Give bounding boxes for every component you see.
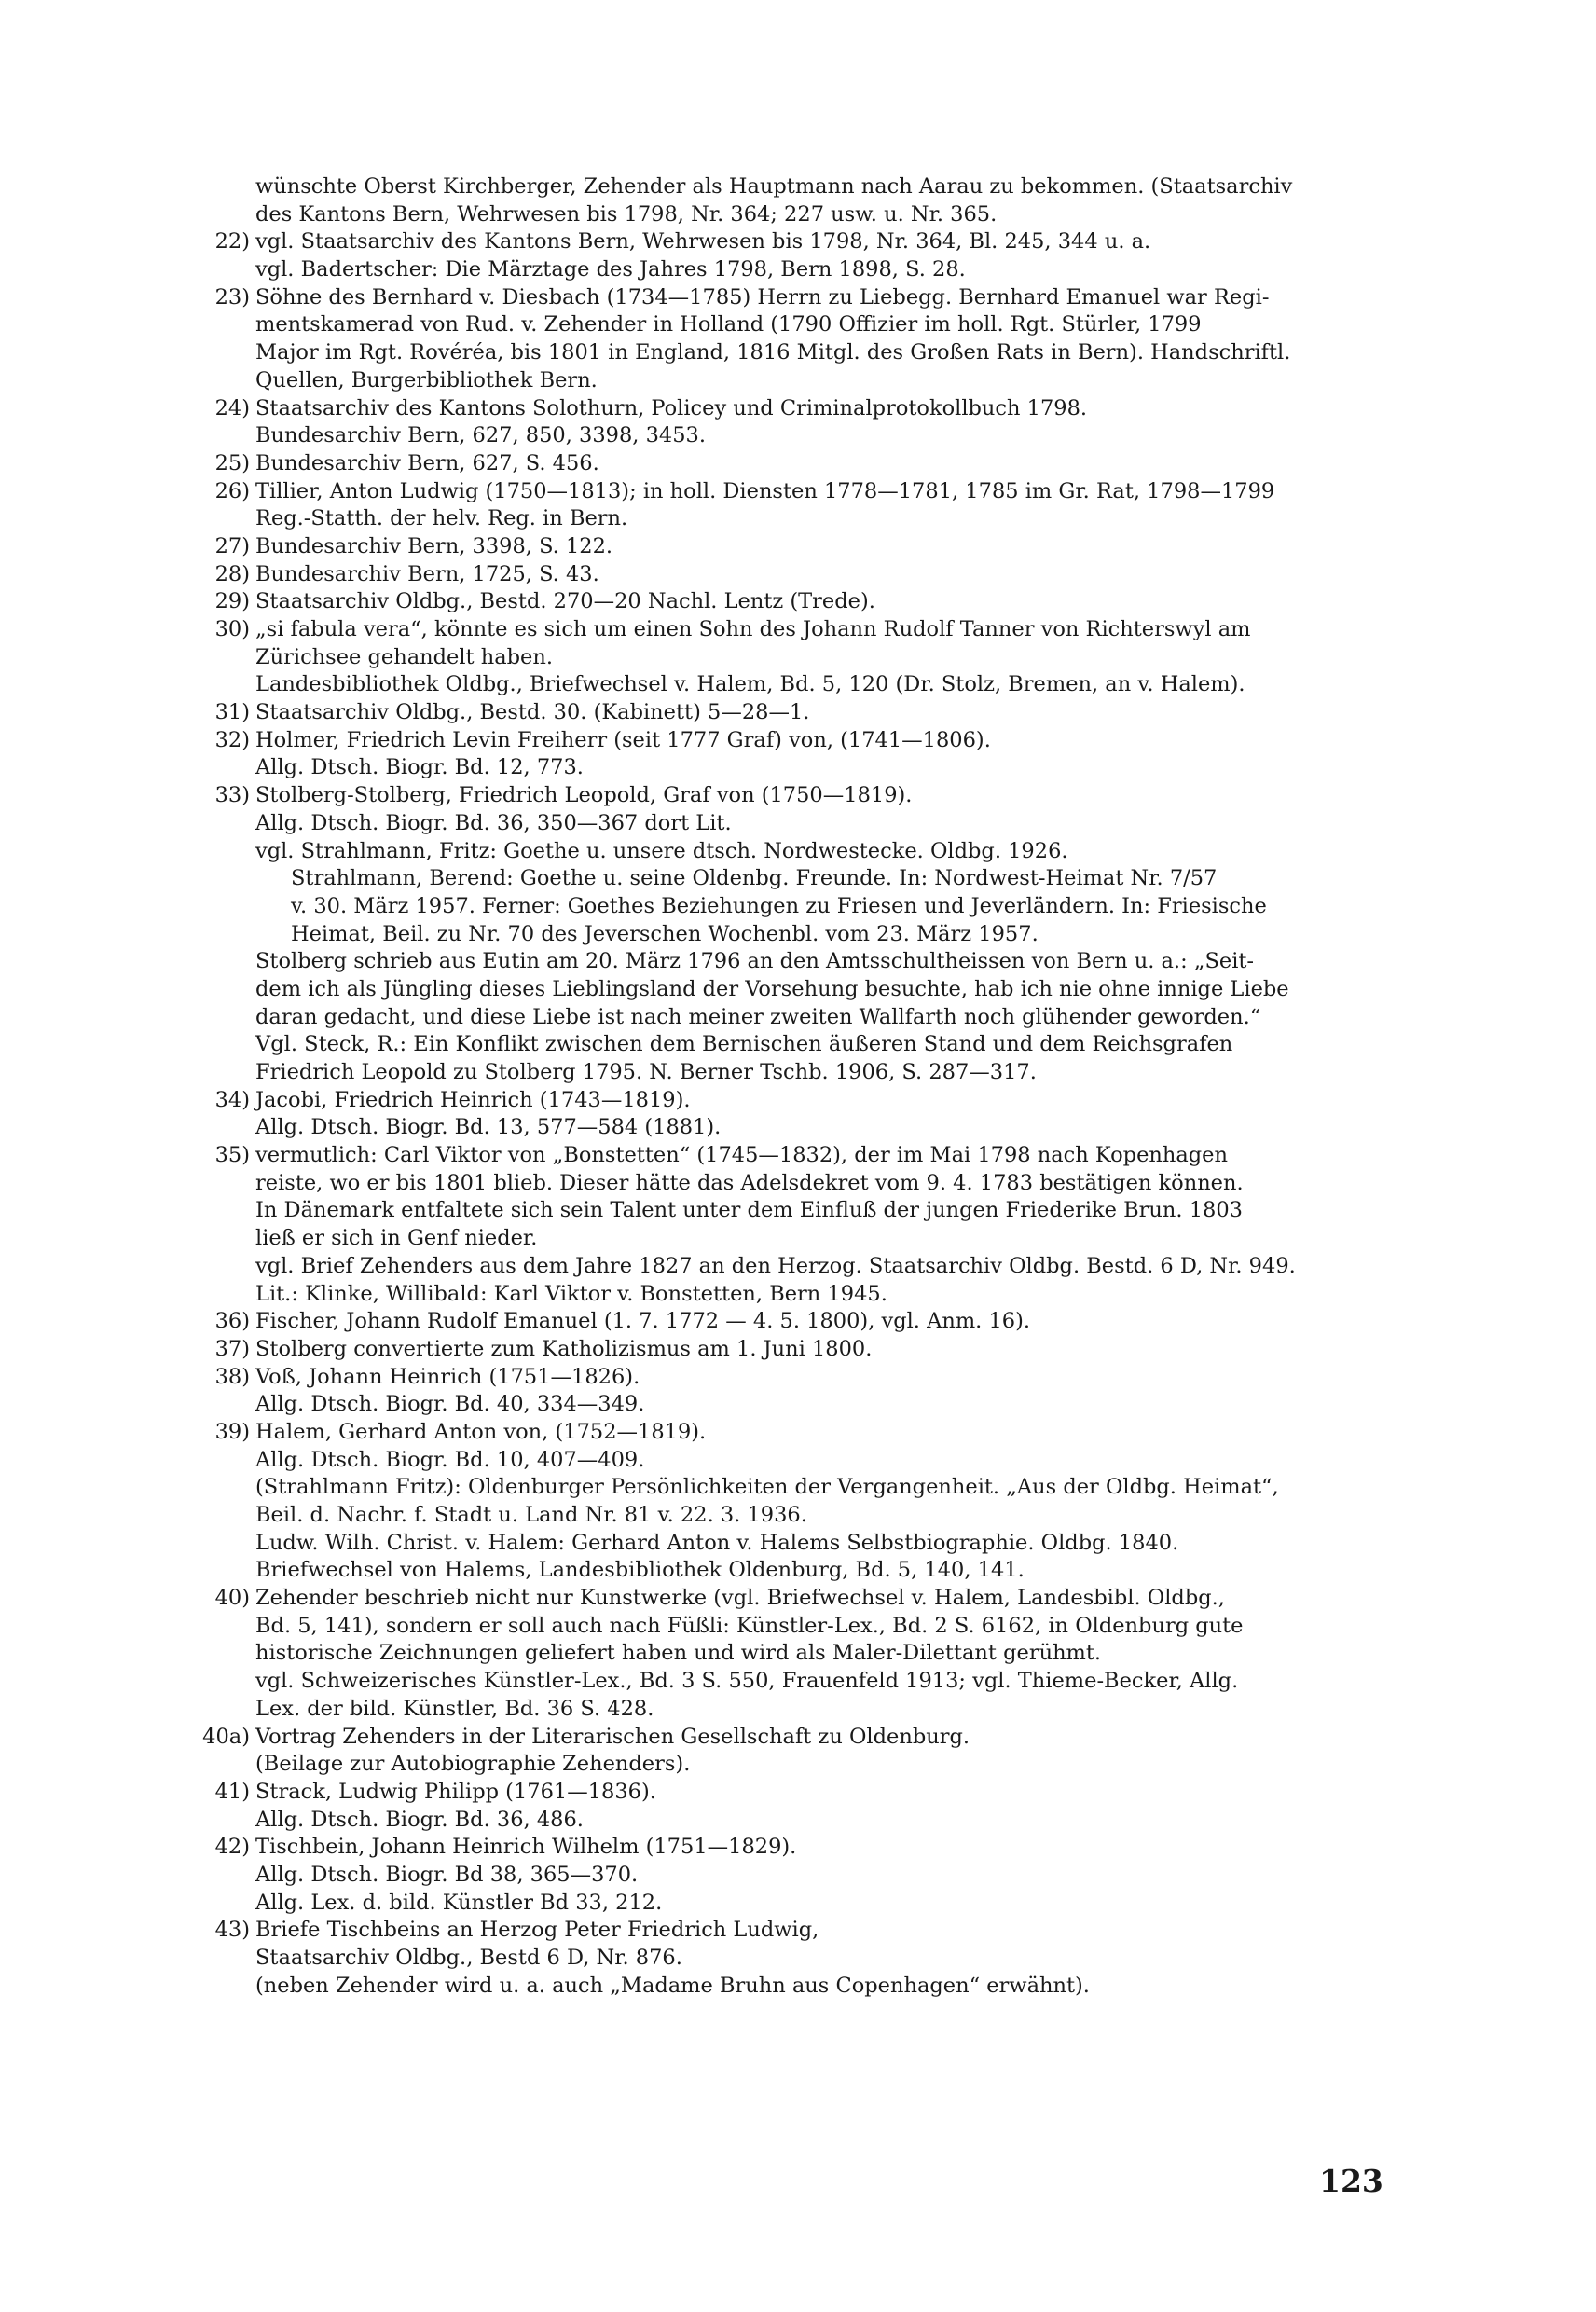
footnote-text: historische Zeichnungen geliefert haben und wird als Maler-Dilettant gerühmt. bbox=[255, 1641, 1102, 1666]
footnote-text: Strahlmann, Berend: Goethe u. seine Oldenbg. Freunde. In: Nordwest-Heimat Nr. 7/57 bbox=[291, 866, 1218, 891]
footnote-number: 37) bbox=[214, 1336, 250, 1361]
footnote-line bbox=[186, 1170, 1398, 1198]
footnote-line bbox=[186, 976, 1398, 1004]
footnote-line bbox=[186, 754, 1398, 782]
footnote-text: vgl. Brief Zehenders aus dem Jahre 1827 an den Herzog. Staatsarchiv Oldbg. Bestd. 6 D, Nr. 949. bbox=[255, 1253, 1296, 1278]
footnote-number: 43) bbox=[214, 1918, 250, 1943]
footnote-line bbox=[186, 1004, 1398, 1032]
footnote-text: Tillier, Anton Ludwig (1750—1813); in holl. Diensten 1778—1781, 1785 im Gr. Rat, 1798—1799 bbox=[255, 478, 1275, 503]
footnote-number: 28) bbox=[214, 561, 250, 586]
footnote-number: 38) bbox=[214, 1364, 250, 1389]
footnote-text: v. 30. März 1957. Ferner: Goethes Beziehungen zu Friesen und Jeverländern. In: Friesische bbox=[291, 893, 1267, 918]
footnote-line bbox=[186, 588, 1398, 616]
footnote-line bbox=[186, 228, 1398, 256]
footnote-text: Staatsarchiv des Kantons Solothurn, Policey und Criminalprotokollbuch 1798. bbox=[255, 395, 1088, 420]
footnote-line bbox=[186, 1807, 1398, 1835]
footnote-line bbox=[186, 561, 1398, 589]
footnote-line bbox=[186, 1114, 1398, 1142]
footnote-line bbox=[186, 1613, 1398, 1641]
footnote-line bbox=[186, 1474, 1398, 1502]
footnote-text: Holmer, Friedrich Levin Freiherr (seit 1777 Graf) von, (1741—1806). bbox=[255, 727, 991, 752]
footnote-number: 35) bbox=[214, 1143, 250, 1168]
footnote-line bbox=[186, 1281, 1398, 1309]
footnote-line bbox=[186, 1087, 1398, 1115]
footnote-text: Stolberg schrieb aus Eutin am 20. März 1796 an den Amtsschultheissen von Bern u. a.: „Seit- bbox=[255, 949, 1255, 974]
footnote-text: Fischer, Johann Rudolf Emanuel (1. 7. 1772 — 4. 5. 1800), vgl. Anm. 16). bbox=[255, 1309, 1031, 1334]
footnote-line bbox=[186, 1973, 1398, 2001]
footnote-text: Voß, Johann Heinrich (1751—1826). bbox=[255, 1364, 640, 1389]
footnote-line bbox=[186, 1724, 1398, 1752]
footnote-number: 39) bbox=[214, 1419, 250, 1444]
footnote-text: Heimat, Beil. zu Nr. 70 des Jeverschen Wochenbl. vom 23. März 1957. bbox=[291, 921, 1039, 946]
footnote-number: 33) bbox=[214, 783, 250, 808]
footnote-line bbox=[186, 1031, 1398, 1059]
footnote-text: Bd. 5, 141), sondern er soll auch nach Füßli: Künstler-Lex., Bd. 2 S. 6162, in Oldenburg gute bbox=[255, 1613, 1244, 1638]
footnote-text: mentskamerad von Rud. v. Zehender in Holland (1790 Offizier im holl. Rgt. Stürler, 1799 bbox=[255, 312, 1202, 337]
footnote-text: Allg. Dtsch. Biogr. Bd. 10, 407—409. bbox=[255, 1447, 645, 1472]
footnote-text: Staatsarchiv Oldbg., Bestd 6 D, Nr. 876. bbox=[255, 1946, 682, 1970]
footnote-text: Quellen, Burgerbibliothek Bern. bbox=[255, 367, 598, 392]
footnote-text: Strack, Ludwig Philipp (1761—1836). bbox=[255, 1779, 656, 1804]
footnote-text: Söhne des Bernhard v. Diesbach (1734—1785) Herrn zu Liebegg. Bernhard Emanuel war Regi- bbox=[255, 284, 1270, 310]
footnote-text: Friedrich Leopold zu Stolberg 1795. N. Berner Tschb. 1906, S. 287—317. bbox=[255, 1060, 1037, 1084]
footnote-text: Ludw. Wilh. Christ. v. Halem: Gerhard Anton v. Halems Selbstbiographie. Oldbg. 1840. bbox=[255, 1530, 1179, 1555]
footnote-text: Reg.-Statth. der helv. Reg. in Bern. bbox=[255, 506, 628, 531]
footnote-line bbox=[186, 1530, 1398, 1558]
footnote-line bbox=[186, 1391, 1398, 1419]
footnote-text: ließ er sich in Genf nieder. bbox=[255, 1226, 538, 1251]
footnote-line bbox=[186, 478, 1398, 506]
footnote-line bbox=[186, 893, 1398, 921]
footnote-text: Allg. Dtsch. Biogr. Bd. 36, 350—367 dort Lit. bbox=[255, 810, 732, 835]
footnote-line bbox=[186, 1779, 1398, 1807]
footnote-number: 32) bbox=[214, 727, 250, 752]
footnote-line bbox=[186, 311, 1398, 339]
footnote-text: des Kantons Bern, Wehrwesen bis 1798, Nr. 364; 227 usw. u. Nr. 365. bbox=[255, 201, 998, 227]
footnote-line bbox=[186, 644, 1398, 672]
footnote-line bbox=[186, 671, 1398, 699]
footnote-text: Vortrag Zehenders in der Literarischen Gesellschaft zu Oldenburg. bbox=[255, 1724, 970, 1749]
footnote-text: Stolberg-Stolberg, Friedrich Leopold, Graf von (1750—1819). bbox=[255, 783, 913, 808]
footnote-text: Staatsarchiv Oldbg., Bestd. 30. (Kabinett) 5—28—1. bbox=[255, 700, 810, 725]
footnote-line bbox=[186, 727, 1398, 755]
footnote-text: Major im Rgt. Rovéréa, bis 1801 in England, 1816 Mitgl. des Großen Rats in Bern). Handschriftl. bbox=[255, 340, 1291, 365]
footnote-text: Allg. Dtsch. Biogr. Bd. 13, 577—584 (1881). bbox=[255, 1115, 722, 1140]
footnote-number: 24) bbox=[214, 395, 250, 420]
footnote-line bbox=[186, 865, 1398, 893]
footnote-line bbox=[186, 1059, 1398, 1087]
footnote-number: 40a) bbox=[202, 1724, 250, 1749]
footnote-text: Lex. der bild. Künstler, Bd. 36 S. 428. bbox=[255, 1696, 654, 1721]
footnote-number: 34) bbox=[214, 1087, 250, 1112]
footnote-text: Landesbibliothek Oldbg., Briefwechsel v. Halem, Bd. 5, 120 (Dr. Stolz, Bremen, an v. Halem). bbox=[255, 672, 1245, 697]
footnote-text: Bundesarchiv Bern, 3398, S. 122. bbox=[255, 533, 613, 558]
page-number: 123 bbox=[1319, 2163, 1383, 2199]
footnote-number: 40) bbox=[214, 1586, 250, 1611]
footnote-line bbox=[186, 1834, 1398, 1862]
footnote-line bbox=[186, 367, 1398, 395]
footnote-line bbox=[186, 201, 1398, 229]
footnote-line bbox=[186, 1447, 1398, 1475]
footnote-number: 23) bbox=[214, 284, 250, 310]
footnote-line bbox=[186, 1696, 1398, 1724]
footnote-text: Vgl. Steck, R.: Ein Konflikt zwischen dem Bernischen äußeren Stand und dem Reichsgrafen bbox=[255, 1032, 1233, 1057]
footnote-text: Bundesarchiv Bern, 1725, S. 43. bbox=[255, 561, 599, 586]
footnote-text: Zehender beschrieb nicht nur Kunstwerke (vgl. Briefwechsel v. Halem, Landesbibl. Oldbg., bbox=[255, 1586, 1225, 1611]
footnote-number: 25) bbox=[214, 450, 250, 475]
footnote-line bbox=[186, 1502, 1398, 1530]
footnote-line bbox=[186, 422, 1398, 450]
footnote-line bbox=[186, 256, 1398, 284]
footnote-number: 30) bbox=[214, 617, 250, 641]
footnote-line bbox=[186, 1419, 1398, 1447]
footnote-text: vermutlich: Carl Viktor von „Bonstetten“ (1745—1832), der im Mai 1798 nach Kopenhagen bbox=[255, 1143, 1228, 1168]
footnote-text: vgl. Schweizerisches Künstler-Lex., Bd. 3 S. 550, Frauenfeld 1913; vgl. Thieme-Becker, Allg. bbox=[255, 1669, 1239, 1694]
footnote-text: Allg. Dtsch. Biogr. Bd 38, 365—370. bbox=[255, 1862, 639, 1887]
footnote-line bbox=[186, 810, 1398, 838]
footnote-text: Lit.: Klinke, Willibald: Karl Viktor v. Bonstetten, Bern 1945. bbox=[255, 1281, 887, 1306]
footnote-number: 27) bbox=[214, 533, 250, 558]
footnotes-list bbox=[186, 173, 1398, 2000]
footnote-text: daran gedacht, und diese Liebe ist nach meiner zweiten Wallfarth noch glühender geworden.“ bbox=[255, 1004, 1261, 1029]
footnote-line bbox=[186, 505, 1398, 533]
footnote-line bbox=[186, 948, 1398, 976]
footnote-text: (neben Zehender wird u. a. auch „Madame Bruhn aus Copenhagen“ erwähnt). bbox=[255, 1973, 1090, 1998]
footnote-text: dem ich als Jüngling dieses Lieblingsland der Vorsehung besuchte, hab ich nie ohne innige Liebe bbox=[255, 976, 1289, 1001]
footnote-number: 26) bbox=[214, 478, 250, 503]
footnote-number: 31) bbox=[214, 700, 250, 725]
footnote-text: In Dänemark entfaltete sich sein Talent unter dem Einfluß der jungen Friederike Brun. 1803 bbox=[255, 1198, 1243, 1223]
footnote-text: Tischbein, Johann Heinrich Wilhelm (1751—1829). bbox=[255, 1835, 797, 1860]
footnote-text: reiste, wo er bis 1801 blieb. Dieser hätte das Adelsdekret vom 9. 4. 1783 bestätigen können. bbox=[255, 1170, 1244, 1195]
footnote-line bbox=[186, 173, 1398, 201]
footnote-line bbox=[186, 1890, 1398, 1918]
footnote-text: (Strahlmann Fritz): Oldenburger Persönlichkeiten der Vergangenheit. „Aus der Oldbg. Heimat“, bbox=[255, 1475, 1279, 1500]
footnote-line bbox=[186, 1364, 1398, 1392]
footnote-line bbox=[186, 616, 1398, 644]
footnote-number: 41) bbox=[214, 1779, 250, 1804]
footnote-line bbox=[186, 1751, 1398, 1779]
footnote-line bbox=[186, 1336, 1398, 1364]
footnote-text: Allg. Dtsch. Biogr. Bd. 40, 334—349. bbox=[255, 1392, 645, 1417]
footnote-line bbox=[186, 1557, 1398, 1585]
footnote-text: wünschte Oberst Kirchberger, Zehender als Hauptmann nach Aarau zu bekommen. (Staatsarchiv bbox=[255, 174, 1293, 199]
footnote-text: Jacobi, Friedrich Heinrich (1743—1819). bbox=[255, 1087, 691, 1112]
footnote-text: Briefwechsel von Halems, Landesbibliothek Oldenburg, Bd. 5, 140, 141. bbox=[255, 1558, 1025, 1583]
footnote-line bbox=[186, 1197, 1398, 1225]
footnote-line bbox=[186, 1585, 1398, 1613]
footnote-line bbox=[186, 339, 1398, 367]
footnote-line bbox=[186, 1945, 1398, 1973]
footnote-number: 22) bbox=[214, 229, 250, 255]
footnote-line bbox=[186, 1668, 1398, 1696]
footnote-line bbox=[186, 533, 1398, 561]
footnote-line bbox=[186, 1253, 1398, 1281]
footnote-line bbox=[186, 1308, 1398, 1336]
footnote-text: Bundesarchiv Bern, 627, S. 456. bbox=[255, 450, 599, 475]
footnote-number: 42) bbox=[214, 1835, 250, 1860]
footnote-text: Zürichsee gehandelt haben. bbox=[255, 644, 553, 669]
footnote-text: Bundesarchiv Bern, 627, 850, 3398, 3453. bbox=[255, 423, 706, 448]
footnote-line bbox=[186, 1225, 1398, 1253]
footnote-text: Allg. Dtsch. Biogr. Bd. 36, 486. bbox=[255, 1807, 584, 1832]
footnote-number: 36) bbox=[214, 1309, 250, 1334]
footnote-text: Staatsarchiv Oldbg., Bestd. 270—20 Nachl. Lentz (Trede). bbox=[255, 589, 875, 614]
footnote-text: Briefe Tischbeins an Herzog Peter Friedrich Ludwig, bbox=[255, 1918, 819, 1943]
footnote-line bbox=[186, 1862, 1398, 1890]
footnote-text: Beil. d. Nachr. f. Stadt u. Land Nr. 81 v. 22. 3. 1936. bbox=[255, 1503, 807, 1527]
footnote-text: Allg. Dtsch. Biogr. Bd. 12, 773. bbox=[255, 755, 584, 780]
footnote-line bbox=[186, 699, 1398, 727]
footnote-text: (Beilage zur Autobiographie Zehenders). bbox=[255, 1752, 691, 1777]
footnote-line bbox=[186, 1917, 1398, 1945]
footnote-line bbox=[186, 1640, 1398, 1668]
footnote-line bbox=[186, 395, 1398, 423]
footnote-text: vgl. Strahlmann, Fritz: Goethe u. unsere dtsch. Nordwestecke. Oldbg. 1926. bbox=[255, 838, 1068, 863]
footnote-line bbox=[186, 284, 1398, 312]
footnote-line bbox=[186, 838, 1398, 866]
footnote-text: Halem, Gerhard Anton von, (1752—1819). bbox=[255, 1419, 707, 1444]
footnote-line bbox=[186, 782, 1398, 810]
footnote-text: Stolberg convertierte zum Katholizismus am 1. Juni 1800. bbox=[255, 1336, 873, 1361]
footnote-number: 29) bbox=[214, 589, 250, 614]
footnote-line bbox=[186, 450, 1398, 478]
footnote-text: Allg. Lex. d. bild. Künstler Bd 33, 212. bbox=[255, 1890, 663, 1915]
footnote-text: vgl. Staatsarchiv des Kantons Bern, Wehrwesen bis 1798, Nr. 364, Bl. 245, 344 u. a. bbox=[255, 229, 1151, 255]
footnote-line bbox=[186, 921, 1398, 949]
footnote-text: vgl. Badertscher: Die Märztage des Jahres 1798, Bern 1898, S. 28. bbox=[255, 257, 966, 282]
footnote-text: „si fabula vera“, könnte es sich um einen Sohn des Johann Rudolf Tanner von Richterswyl am bbox=[255, 617, 1251, 641]
footnote-line bbox=[186, 1142, 1398, 1170]
